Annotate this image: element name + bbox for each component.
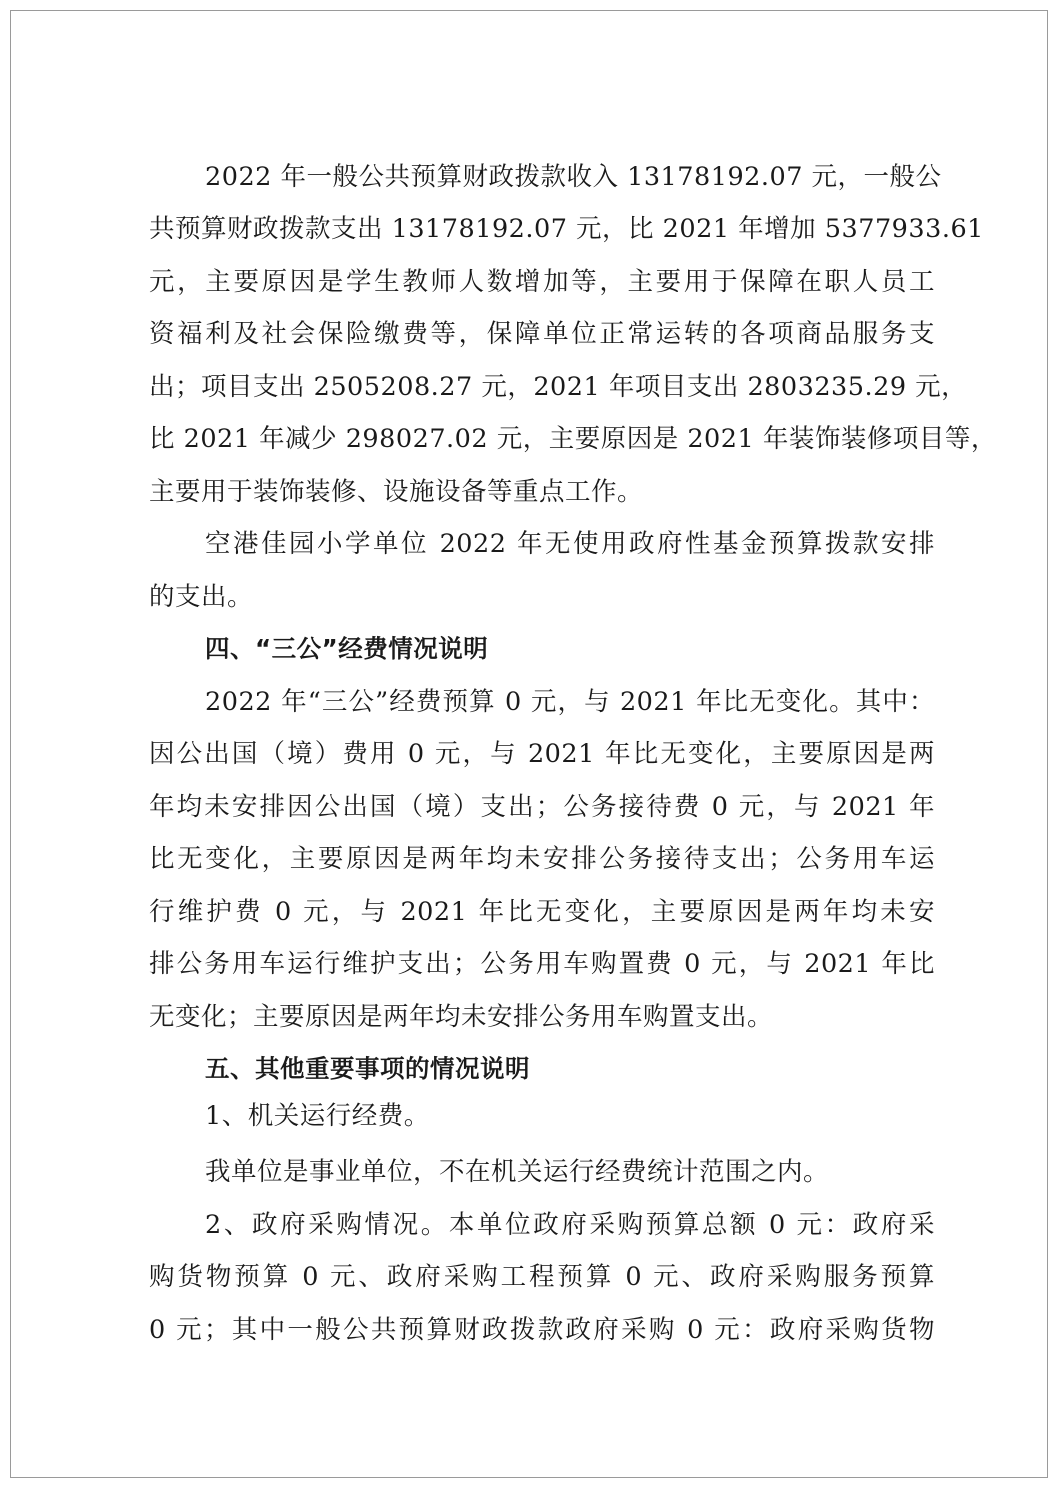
text-line: 0 元；其中一般公共预算财政拨款政府采购 0 元：政府采购货物 <box>149 1315 935 1345</box>
text-line: 主要用于装饰装修、设施设备等重点工作。 <box>149 477 644 507</box>
document-page <box>10 10 1048 1478</box>
text-line: 共预算财政拨款支出 13178192.07 元，比 2021 年增加 5377933.61 <box>149 214 984 244</box>
text-line: 比 2021 年减少 298027.02 元，主要原因是 2021 年装饰装修项目等， <box>149 424 997 454</box>
text-line: 资福利及社会保险缴费等，保障单位正常运转的各项商品服务支 <box>149 319 935 349</box>
text-line: 排公务用车运行维护支出；公务用车购置费 0 元，与 2021 年比 <box>149 949 935 979</box>
text-line: 2022 年“三公”经费预算 0 元，与 2021 年比无变化。其中： <box>205 687 935 717</box>
text-line: 因公出国（境）费用 0 元，与 2021 年比无变化，主要原因是两 <box>149 739 935 769</box>
text-line: 1、机关运行经费。 <box>205 1101 430 1131</box>
text-line: 购货物预算 0 元、政府采购工程预算 0 元、政府采购服务预算 <box>149 1262 935 1292</box>
text-line: 我单位是事业单位，不在机关运行经费统计范围之内。 <box>205 1157 830 1187</box>
text-line: 2、政府采购情况。本单位政府采购预算总额 0 元：政府采 <box>205 1210 935 1240</box>
text-line: 比无变化，主要原因是两年均未安排公务接待支出；公务用车运 <box>149 844 935 874</box>
text-line: 行维护费 0 元，与 2021 年比无变化，主要原因是两年均未安 <box>149 897 935 927</box>
text-line: 出；项目支出 2505208.27 元，2021 年项目支出 2803235.29 元， <box>149 372 968 402</box>
text-line: 2022 年一般公共预算财政拨款收入 13178192.07 元，一般公 <box>205 162 942 192</box>
text-line: 元，主要原因是学生教师人数增加等，主要用于保障在职人员工 <box>149 267 935 297</box>
section-heading-other-matters: 五、其他重要事项的情况说明 <box>205 1054 530 1083</box>
text-line: 的支出。 <box>149 582 254 612</box>
section-heading-three-public: 四、“三公”经费情况说明 <box>205 634 489 663</box>
text-line: 年均未安排因公出国（境）支出；公务接待费 0 元，与 2021 年 <box>149 792 935 822</box>
text-line: 空港佳园小学单位 2022 年无使用政府性基金预算拨款安排 <box>205 529 935 559</box>
text-line: 无变化；主要原因是两年均未安排公务用车购置支出。 <box>149 1002 774 1032</box>
